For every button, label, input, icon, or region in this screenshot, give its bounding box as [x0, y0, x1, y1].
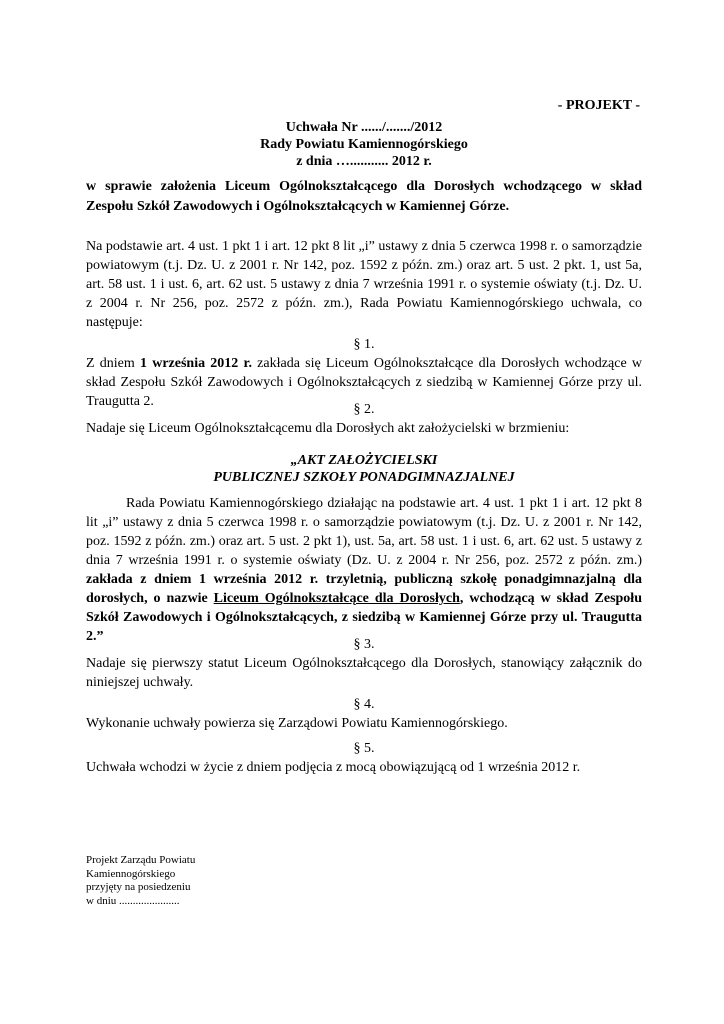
section-3 — [86, 635, 642, 692]
section-1-label: § 1. — [353, 337, 375, 352]
footer-line-4: w dniu ...................... — [86, 894, 180, 907]
resolution-title — [86, 119, 642, 170]
resolution-council: Rady Powiatu Kamiennogórskiego — [260, 137, 468, 152]
section-5-label: § 5. — [353, 741, 375, 756]
section-1-text: Z dniem 1 września 2012 r. zakłada się Liceum Ogólnokształcące dla Dorosłych wchodzące w skład Zespołu Szkół Zawodowych i Ogólnokształcących z siedzibą w Kamiennej Górze przy ul. Traugutta 2. — [86, 356, 642, 409]
resolution-number: Uchwała Nr ....../......./2012 — [285, 120, 443, 135]
footer-line-3: przyjęty na posiedzeniu — [86, 881, 191, 893]
section-2-text: Nadaje się Liceum Ogólnokształcącemu dla Dorosłych akt założycielski w brzmieniu: — [86, 421, 570, 436]
start-date: 1 września 2012 r. — [139, 356, 252, 371]
section-5 — [86, 739, 642, 777]
section-4 — [86, 695, 642, 733]
akt-body: Rada Powiatu Kamiennogórskiego działając na podstawie art. 4 ust. 1 pkt 1 i art. 12 pkt 8 lit „i” ustawy z dnia 5 czerwca 1998 r. o samorządzie powiatowym (t.j. Dz. U. z 2001 r. Nr 142, poz. 1592 z późn. zm.) oraz art. 5 ust. 2 pkt 1), ust. 5a, art. 58 ust. 1 i ust. 6, art. 62 ust. 5 ustawy z dnia 7 września 1991 r. o systemie oświaty (Dz. U. z 2004 r. Nr 256, poz. 2572 z późn. zm.) zakłada z dniem 1 września 2012 r. trzyletnią, publiczną szkołę ponadgimnazjalną dla dorosłych, o nazwie Liceum Ogólnokształcące dla Dorosłych, wchodzącą w skład Zespołu Szkół Zawodowych i Ogólnokształcących, z siedzibą w Kamiennej Górze przy ul. Traugutta 2.” — [86, 496, 642, 644]
footer-line-2: Kamiennogórskiego — [86, 867, 176, 880]
section-2 — [86, 400, 642, 438]
footer-line-1: Projekt Zarządu Powiatu — [86, 854, 196, 866]
projekt-label: - PROJEKT - — [557, 98, 640, 113]
preamble: Na podstawie art. 4 ust. 1 pkt 1 i art. 12 pkt 8 lit „i” ustawy z dnia 5 czerwca 1998 r. o samorządzie powiatowym (t.j. Dz. U. z 2001 r. Nr 142, poz. 1592 z późn. zm.) oraz art. 5 ust. 2 pkt. 1, ust 5a, art. 58 ust. 1 i ust. 6, art. 62 ust. 5 ustawy z dnia 7 września 1991 r. o systemie oświaty (t.j. Dz. U. z 2004 r. Nr 256, poz. 2572 z późn. zm.), Rada Powiatu Kamiennogórskiego uchwala, co następuje: — [86, 239, 642, 330]
akt-title-line1: „AKT ZAŁOŻYCIELSKI — [290, 453, 438, 468]
school-name: Liceum Ogólnokształcące dla Dorosłych — [213, 591, 460, 606]
section-5-text: Uchwała wchodzi w życie z dniem podjęcia z mocą obowiązującą od 1 września 2012 r. — [86, 760, 581, 775]
section-3-text: Nadaje się pierwszy statut Liceum Ogólnokształcącego dla Dorosłych, stanowiący załącznik do niniejszej uchwały. — [86, 656, 642, 690]
section-2-label: § 2. — [353, 402, 375, 417]
section-4-label: § 4. — [353, 697, 375, 712]
akt-title — [86, 452, 642, 486]
resolution-subject: w sprawie założenia Liceum Ogólnokształcącego dla Dorosłych wchodzącego w skład Zespołu Szkół Zawodowych i Ogólnokształcących w Kamiennej Górze. — [86, 179, 642, 214]
akt-title-line2: PUBLICZNEJ SZKOŁY PONADGIMNAZJALNEJ — [213, 470, 515, 485]
resolution-date: z dnia …........... 2012 r. — [296, 154, 432, 169]
footer-note — [86, 854, 195, 908]
section-3-label: § 3. — [353, 637, 375, 652]
section-4-text: Wykonanie uchwały powierza się Zarządowi Powiatu Kamiennogórskiego. — [86, 716, 508, 731]
